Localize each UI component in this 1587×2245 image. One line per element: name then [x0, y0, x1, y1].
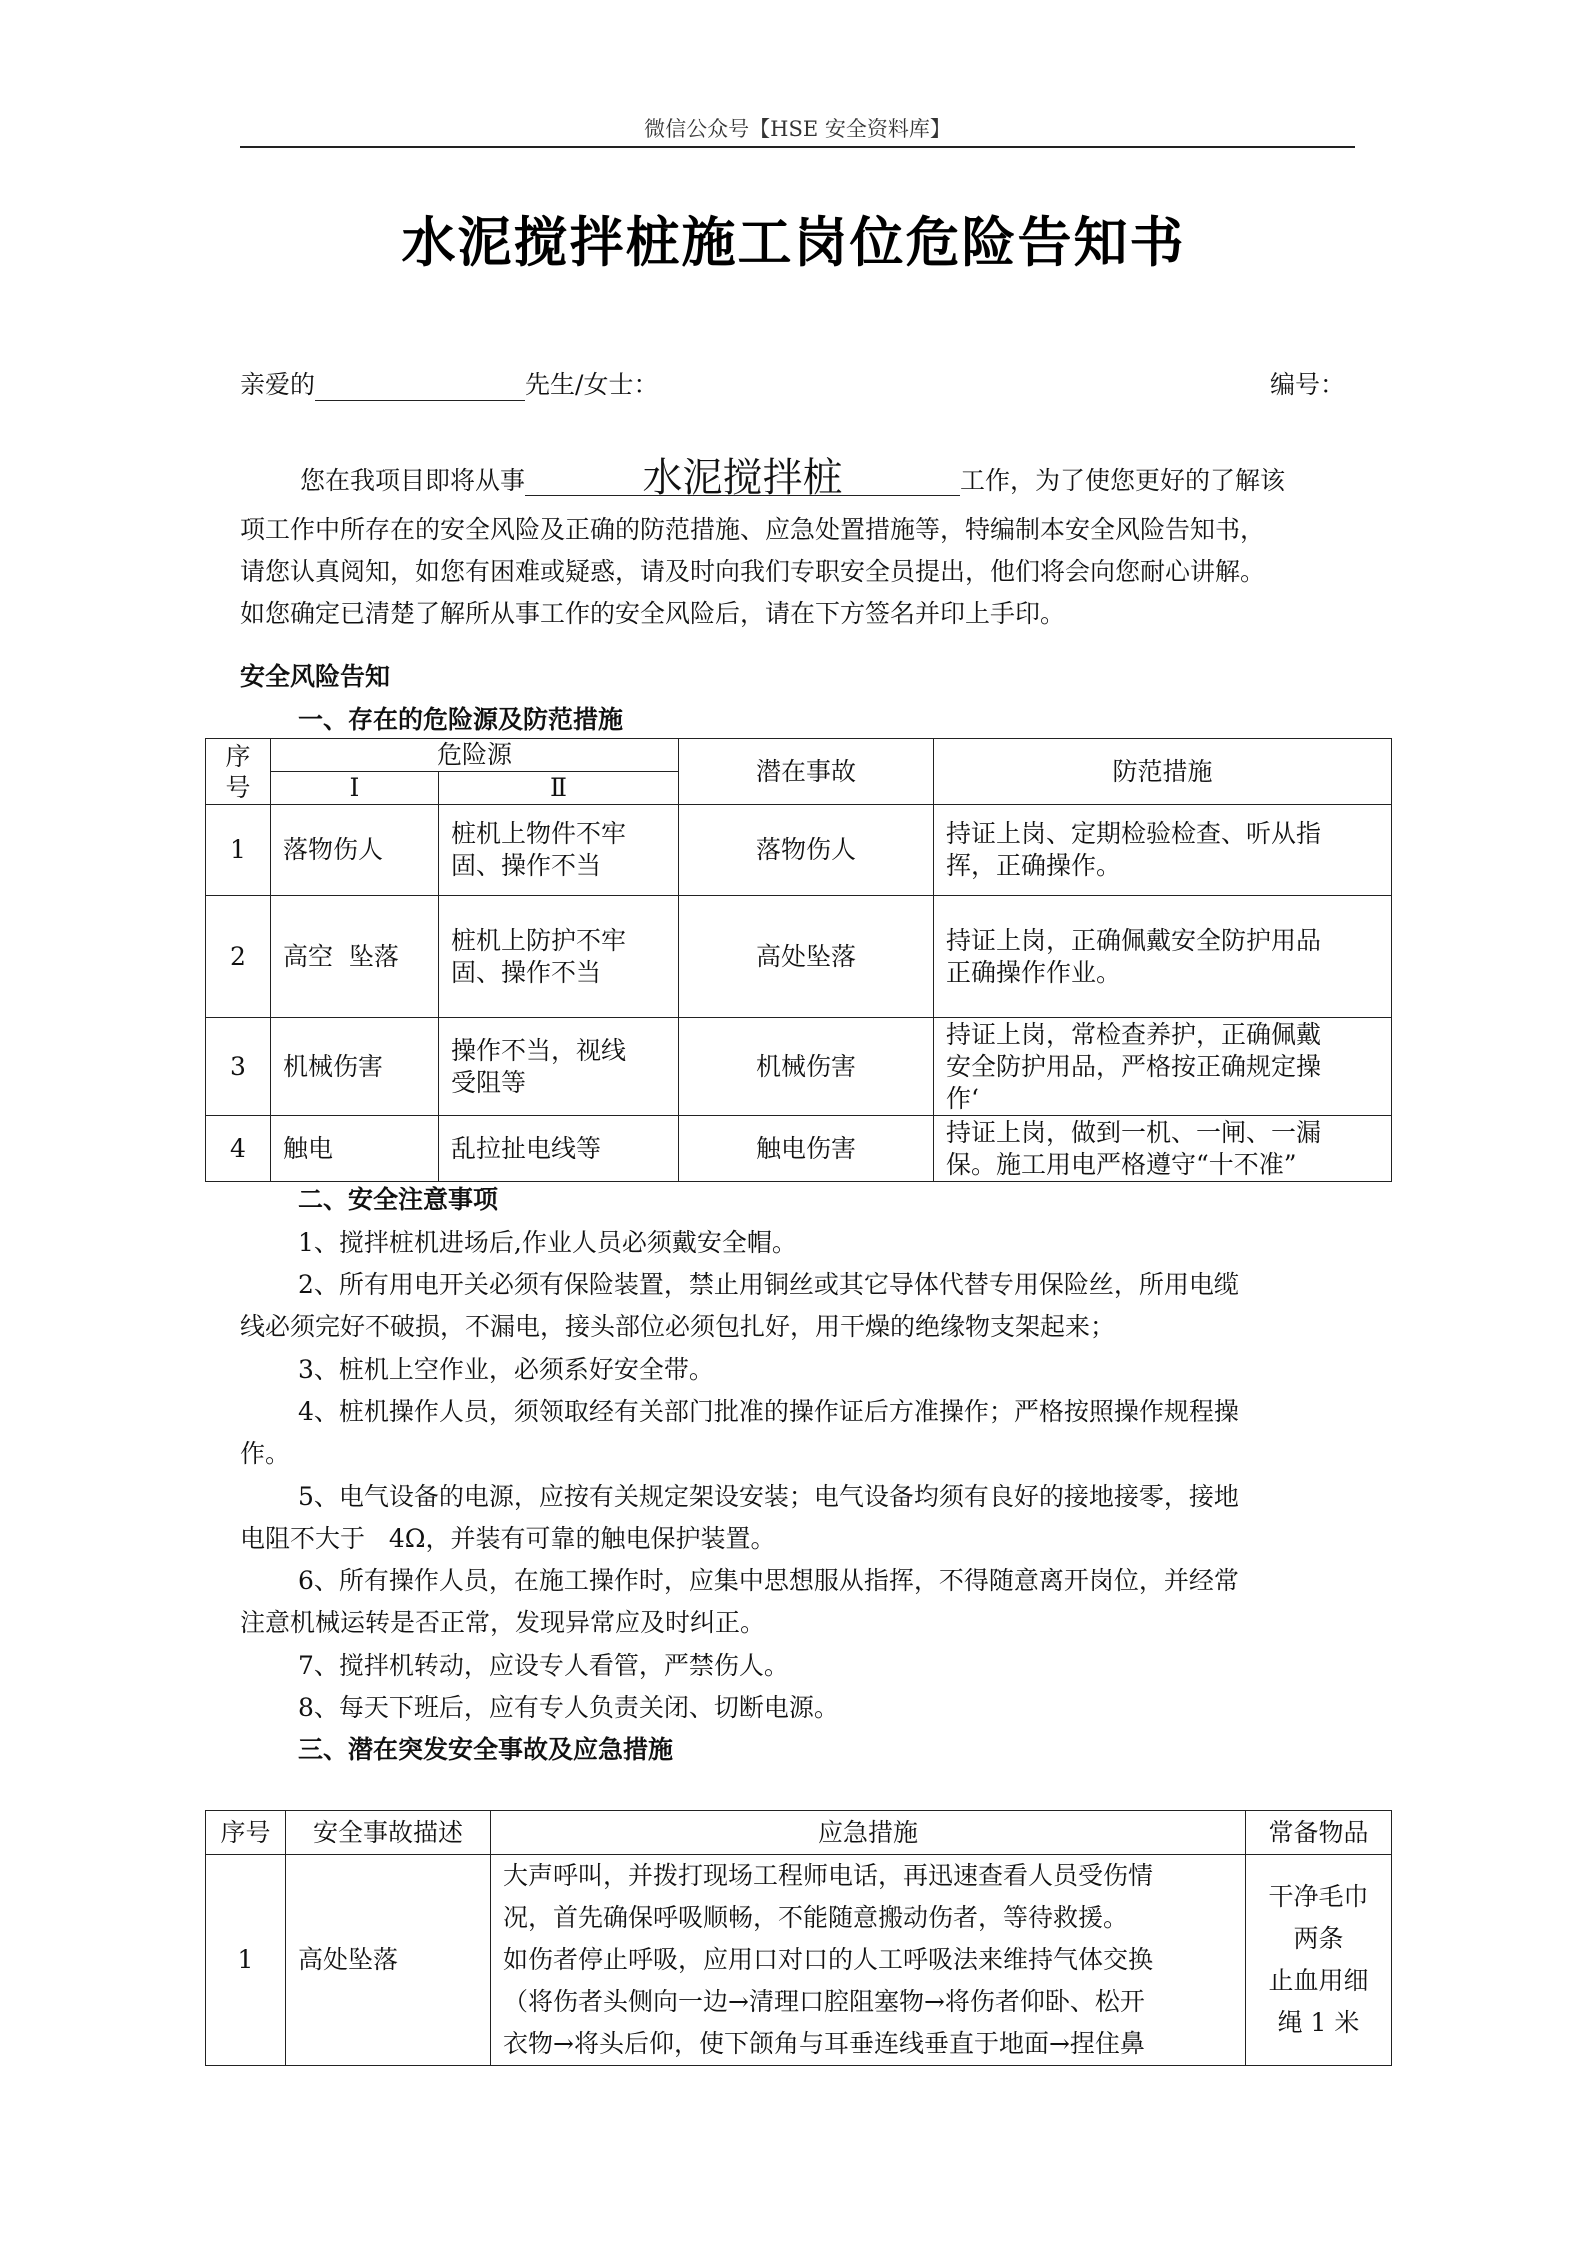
serial-label: 编号：	[1270, 370, 1346, 399]
section1-heading: 一、存在的危险源及防范措施	[298, 705, 624, 734]
page-header: 微信公众号【HSE 安全资料库】	[644, 117, 951, 141]
row-hazard-2: 桩机上防护不牢 固、操作不当	[439, 896, 679, 1018]
row-desc: 高处坠落	[286, 1855, 491, 2066]
row-accident: 触电伤害	[679, 1116, 934, 1182]
intro-line-2: 项工作中所存在的安全风险及正确的防范措施、应急处置措施等，特编制本安全风险告知书，	[240, 515, 1266, 544]
header-hazard-2: Ⅱ	[439, 772, 679, 805]
row-hazard-1: 高空 坠落	[271, 896, 439, 1018]
row-seq: 2	[206, 896, 271, 1018]
header-measures: 防范措施	[934, 739, 1392, 805]
intro-prefix: 您在我项目即将从事	[300, 466, 526, 495]
note-line: 线必须完好不破损，不漏电，接头部位必须包扎好，用干燥的绝缘物支架起来；	[240, 1312, 1116, 1341]
header-items: 常备物品	[1246, 1811, 1392, 1855]
intro-line-3: 请您认真阅知，如您有困难或疑惑，请及时向我们专职安全员提出，他们将会向您耐心讲解。	[240, 557, 1266, 586]
note-line: 电阻不大于 4Ω，并装有可靠的触电保护装置。	[240, 1524, 776, 1553]
row-measures: 持证上岗，常检查养护，正确佩戴 安全防护用品，严格按正确规定操 作‘	[934, 1018, 1392, 1116]
note-line: 3、桩机上空作业，必须系好安全带。	[298, 1355, 714, 1384]
row-measures: 大声呼叫，并拨打现场工程师电话，再迅速查看人员受伤情 况，首先确保呼吸顺畅，不能随意搬动伤者，等待救援。 如伤者停止呼吸，应用口对口的人工呼吸法来维持气体交换 （将伤者头侧向一边→清理口腔阻塞物→将伤者仰卧、松开 衣物→将头后仰，使下颌角与耳垂连线垂直于地面→捏住鼻	[491, 1855, 1246, 2066]
row-hazard-2: 桩机上物件不牢 固、操作不当	[439, 805, 679, 896]
row-measures: 持证上岗，做到一机、一闸、一漏 保。施工用电严格遵守“十不准”	[934, 1116, 1392, 1182]
row-measures: 持证上岗，正确佩戴安全防护用品 正确操作作业。	[934, 896, 1392, 1018]
note-line: 8、每天下班后，应有专人负责关闭、切断电源。	[298, 1693, 839, 1722]
row-measures: 持证上岗、定期检验检查、听从指 挥，正确操作。	[934, 805, 1392, 896]
table-row	[206, 896, 1392, 1018]
note-line: 作。	[240, 1439, 291, 1468]
greeting-prefix: 亲爱的	[240, 370, 316, 399]
intro-suffix: 工作，为了使您更好的了解该	[960, 466, 1286, 495]
row-seq: 4	[206, 1116, 271, 1182]
greeting-line	[240, 365, 658, 401]
row-accident: 机械伤害	[679, 1018, 934, 1116]
header-hazard: 危险源	[271, 739, 679, 772]
row-hazard-1: 机械伤害	[271, 1018, 439, 1116]
header-seq: 序号	[206, 1811, 286, 1855]
intro-line-4: 如您确定已清楚了解所从事工作的安全风险后，请在下方签名并印上手印。	[240, 599, 1066, 628]
row-seq: 1	[206, 805, 271, 896]
header-accident: 潜在事故	[679, 739, 934, 805]
note-line: 6、所有操作人员，在施工操作时，应集中思想服从指挥，不得随意离开岗位，并经常	[298, 1566, 1239, 1595]
row-hazard-2: 操作不当，视线 受阻等	[439, 1018, 679, 1116]
name-blank[interactable]	[315, 376, 525, 401]
note-line: 2、所有用电开关必须有保险装置，禁止用铜丝或其它导体代替专用保险丝，所用电缆	[298, 1270, 1239, 1299]
table-row	[206, 1855, 1392, 2066]
header-seq: 序 号	[206, 739, 271, 805]
row-seq: 1	[206, 1855, 286, 2066]
section3-heading: 三、潜在突发安全事故及应急措施	[298, 1735, 674, 1764]
row-seq: 3	[206, 1018, 271, 1116]
intro-line-1	[300, 455, 1286, 502]
row-items: 干净毛巾 两条 止血用细 绳 1 米	[1246, 1855, 1392, 2066]
note-line: 7、搅拌机转动，应设专人看管，严禁伤人。	[298, 1651, 789, 1680]
header-hazard-1: Ⅰ	[271, 772, 439, 805]
note-line: 1、搅拌桩机进场后,作业人员必须戴安全帽。	[298, 1228, 797, 1257]
section-heading: 安全风险告知	[240, 662, 391, 691]
job-field[interactable]: 水泥搅拌桩	[525, 461, 960, 496]
header-rule	[240, 146, 1355, 148]
hazard-table	[205, 738, 1392, 1182]
note-line: 注意机械运转是否正常，发现异常应及时纠正。	[240, 1608, 766, 1637]
emergency-table	[205, 1810, 1392, 2066]
table-row	[206, 805, 1392, 896]
row-hazard-1: 触电	[271, 1116, 439, 1182]
row-accident: 落物伤人	[679, 805, 934, 896]
row-accident: 高处坠落	[679, 896, 934, 1018]
row-hazard-2: 乱拉扯电线等	[439, 1116, 679, 1182]
table-row	[206, 1116, 1392, 1182]
note-line: 4、桩机操作人员，须领取经有关部门批准的操作证后方准操作；严格按照操作规程操	[298, 1397, 1239, 1426]
row-hazard-1: 落物伤人	[271, 805, 439, 896]
header-desc: 安全事故描述	[286, 1811, 491, 1855]
greeting-suffix: 先生/女士：	[525, 370, 659, 399]
document-title: 水泥搅拌桩施工岗位危险告知书	[401, 210, 1186, 274]
table-row	[206, 1018, 1392, 1116]
note-line: 5、电气设备的电源，应按有关规定架设安装；电气设备均须有良好的接地接零，接地	[298, 1482, 1239, 1511]
section2-heading: 二、安全注意事项	[298, 1185, 499, 1214]
header-measures: 应急措施	[491, 1811, 1246, 1855]
